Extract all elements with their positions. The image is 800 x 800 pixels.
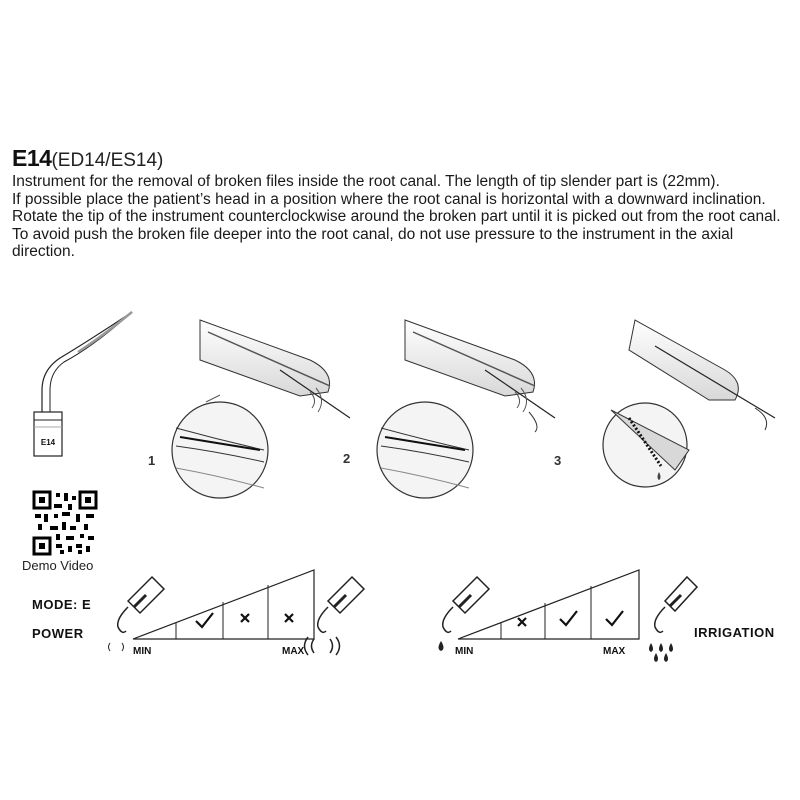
irrigation-min-label: MIN <box>455 646 474 657</box>
qr-code-label: Demo Video <box>22 558 94 573</box>
power-scale <box>100 555 360 665</box>
step-2-drawing <box>377 320 555 498</box>
step-3-number: 3 <box>554 453 562 468</box>
step-2-number: 2 <box>343 451 351 466</box>
page-title <box>12 146 163 173</box>
description-paragraph-1: Instrument for the removal of broken files inside the root canal. The length of tip slender part is (22mm). <box>12 173 720 190</box>
mode-label: MODE: E <box>32 597 92 612</box>
irrigation-scale <box>425 555 685 665</box>
low-irrigation-tip-icon <box>439 577 490 651</box>
step-1-number: 1 <box>148 453 156 468</box>
description-paragraph-2: If possible place the patient’s head in a position where the root canal is horizontal with a downward inclination. Rotate the tip of the instrument counterclockwise around the broken part until it is picked out from the root canal. <box>12 190 781 225</box>
irrigation-max-label: MAX <box>603 646 626 657</box>
power-label: POWER <box>32 626 84 641</box>
step-3-drawing <box>603 320 775 487</box>
power-min-label: MIN <box>133 646 152 657</box>
high-irrigation-tip-icon <box>649 577 697 662</box>
procedure-steps-illustration <box>148 300 780 500</box>
tip-label: E14 <box>40 438 56 447</box>
scaler-tip-illustration <box>20 300 150 460</box>
description-paragraph-3: To avoid push the broken file deeper into the root canal, do not use pressure to the instrument in the axial direction. <box>12 225 734 260</box>
tip-variants: (ED14/ES14) <box>51 150 164 171</box>
irrigation-label: IRRIGATION <box>694 625 775 640</box>
low-power-tip-icon <box>109 577 165 651</box>
power-max-label: MAX <box>282 646 305 657</box>
qr-code[interactable] <box>32 490 98 556</box>
tip-code: E14 <box>12 145 52 171</box>
step-1-drawing <box>172 320 350 498</box>
description <box>12 173 787 261</box>
